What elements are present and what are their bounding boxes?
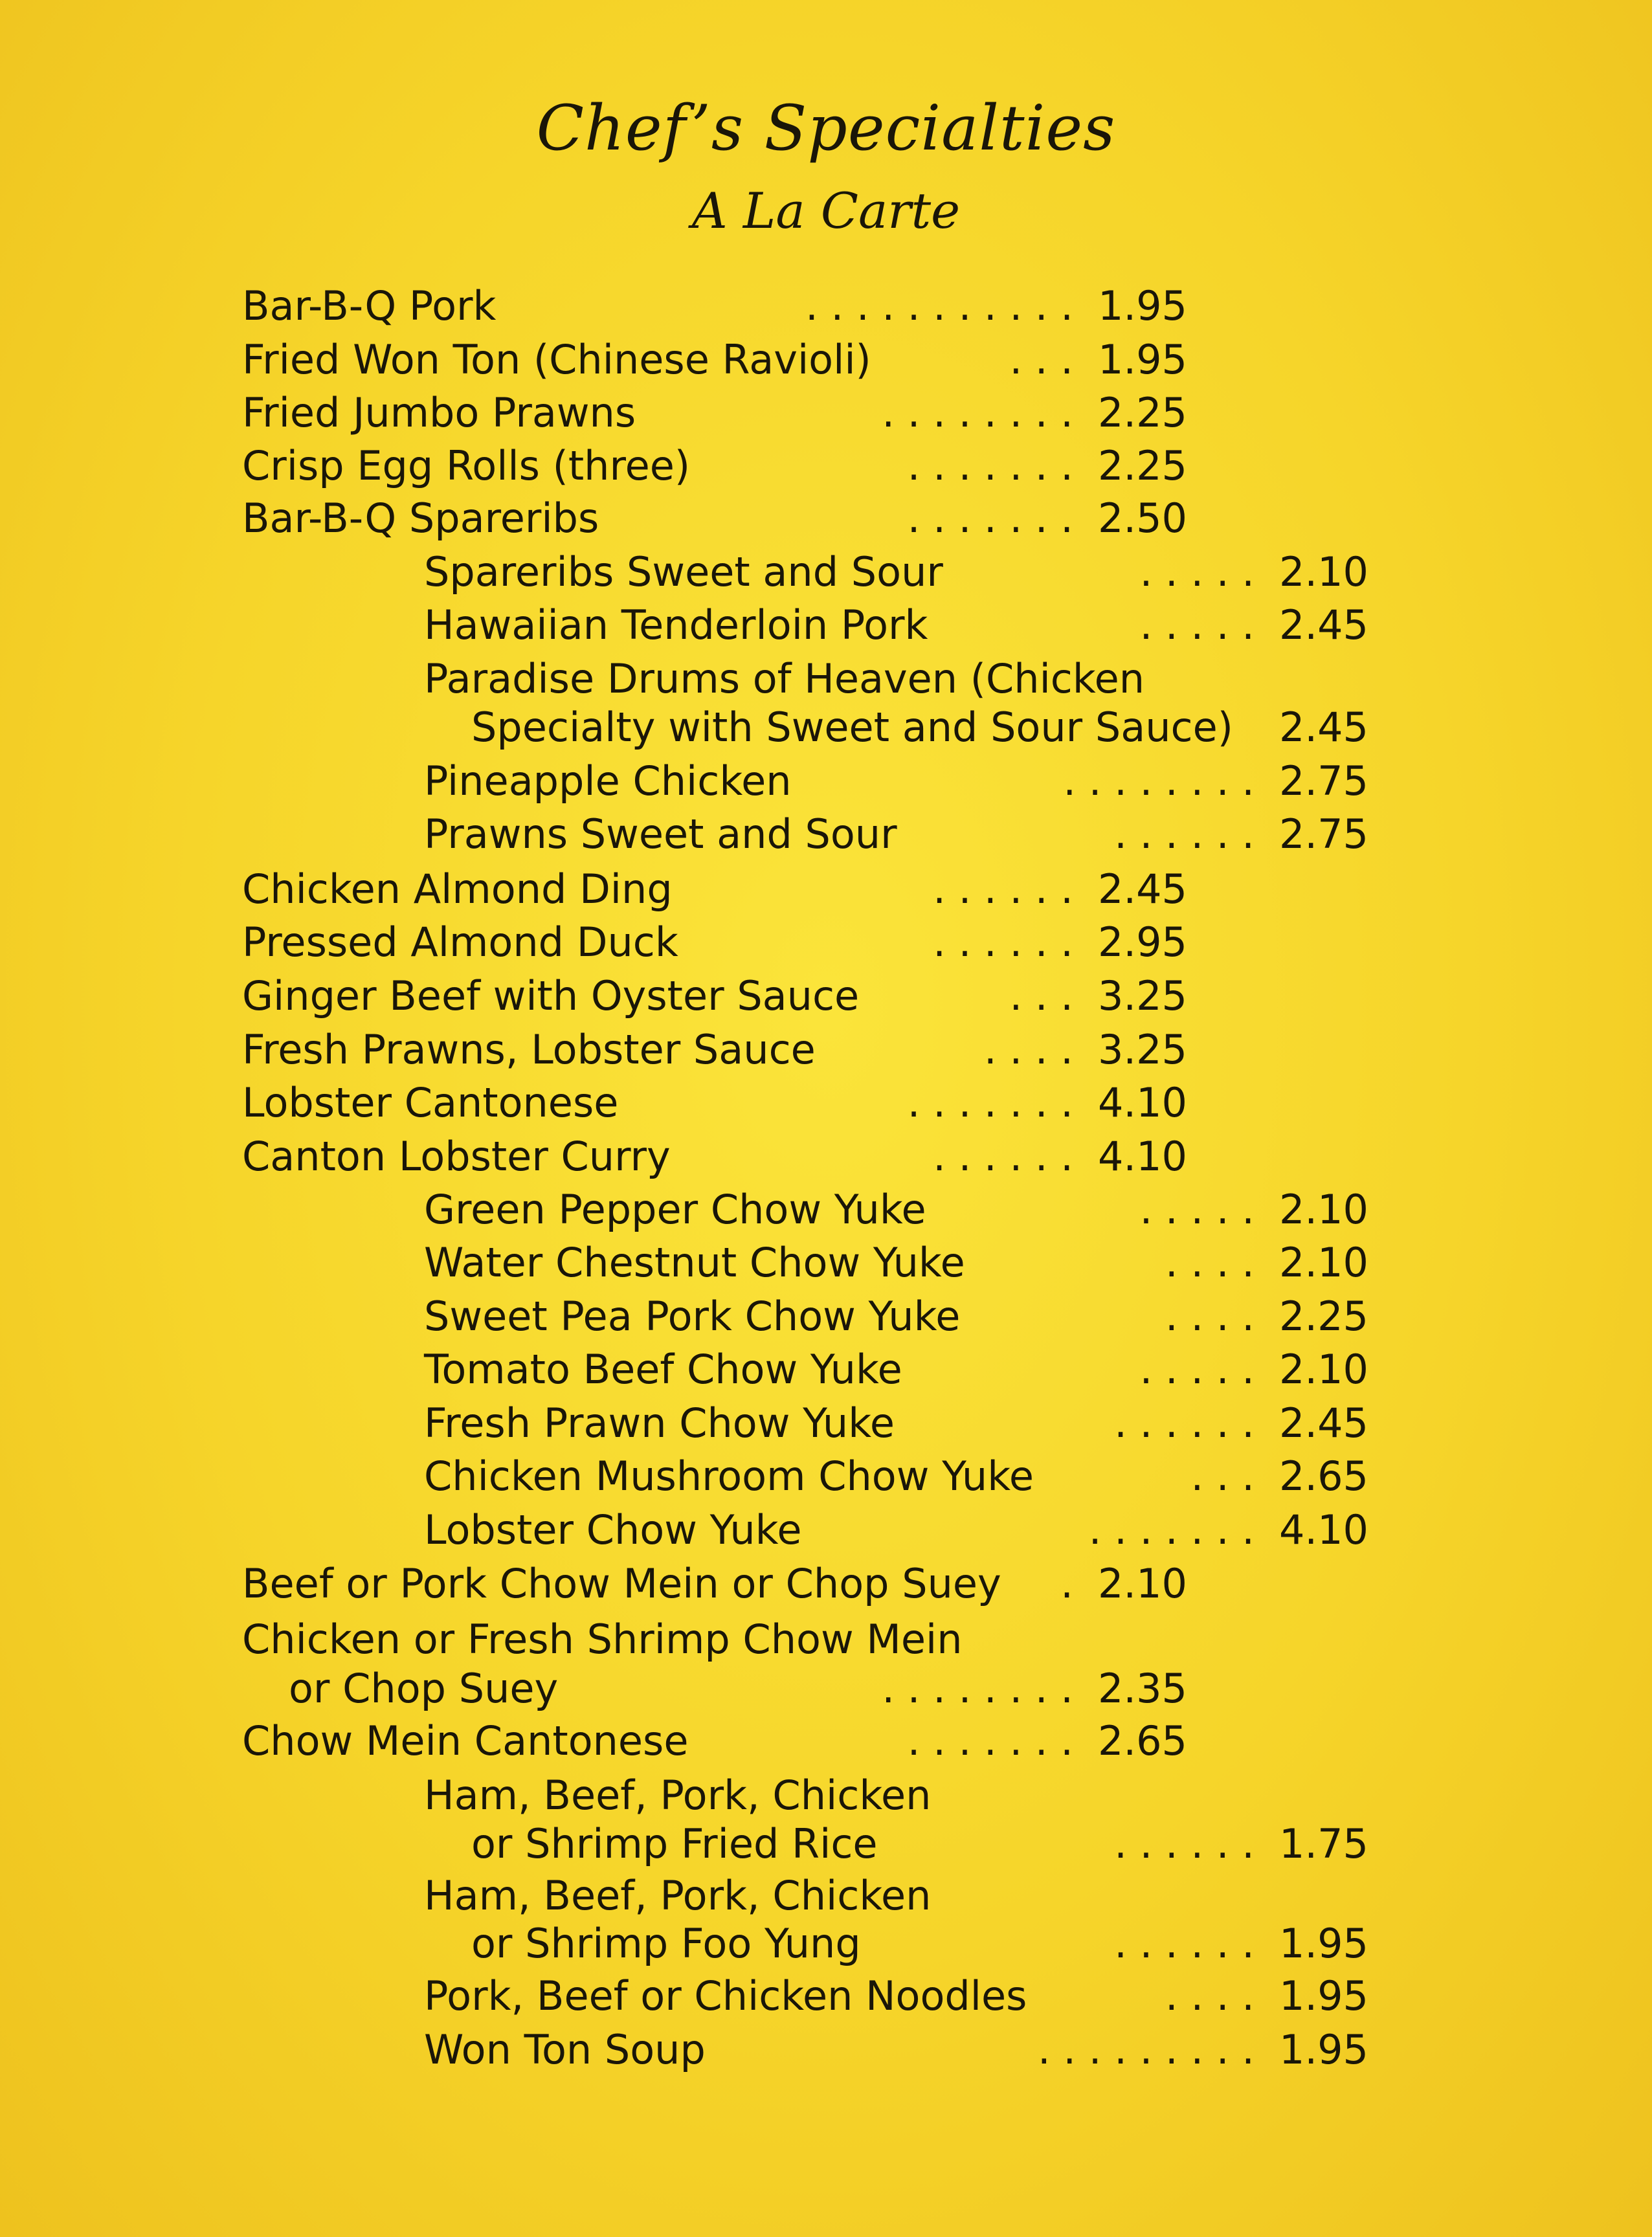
- menu-item-name: Crisp Egg Rolls (three): [242, 442, 691, 489]
- menu-item: [0, 1023, 1652, 1076]
- menu-item-price: 2.10: [1278, 1239, 1368, 1286]
- menu-item-price: 1.95: [1278, 2026, 1368, 2073]
- menu-item-name: Fresh Prawn Chow Yuke: [424, 1399, 895, 1447]
- menu-item-price: 4.10: [1278, 1506, 1368, 1553]
- menu-item-price: 3.25: [1097, 972, 1187, 1019]
- menu-item-name: Chow Mein Cantonese: [242, 1717, 689, 1764]
- menu-item-name: Fried Jumbo Prawns: [242, 389, 636, 436]
- menu-item-name: Won Ton Soup: [424, 2026, 706, 2073]
- menu-item: [0, 863, 1652, 916]
- menu-title: Chef’s Specialties: [536, 92, 1116, 164]
- menu-item-name: Lobster Chow Yuke: [424, 1506, 802, 1553]
- menu-item-price: 2.75: [1278, 757, 1368, 805]
- menu-item-price: 4.10: [1097, 1133, 1187, 1180]
- menu-item-leader-dots: . . . . .: [1139, 1186, 1255, 1233]
- menu-subtitle: A La Carte: [691, 182, 961, 239]
- menu-item-leader-dots: . . .: [1009, 972, 1073, 1019]
- menu-item-name: Spareribs Sweet and Sour: [424, 548, 943, 595]
- menu-item-name: Pressed Almond Duck: [242, 918, 678, 966]
- menu-item-price: 2.45: [1097, 865, 1187, 913]
- menu-item: [0, 1130, 1652, 1183]
- menu-item-leader-dots: .: [1060, 1560, 1073, 1607]
- menu-item-leader-dots: . . . . . . .: [1088, 1506, 1255, 1553]
- menu-item-price: 2.65: [1097, 1717, 1187, 1764]
- menu-item: [0, 333, 1652, 386]
- menu-item-leader-dots: . . . . .: [1139, 601, 1255, 649]
- menu-item: [0, 1076, 1652, 1130]
- menu-item-price: 1.95: [1278, 1920, 1368, 1967]
- menu-item: [0, 1715, 1652, 1768]
- menu-item: [0, 755, 1652, 808]
- menu-item: [0, 808, 1652, 861]
- menu-item-leader-dots: . . . . . . . . . . .: [805, 282, 1073, 329]
- menu-item-name: Ginger Beef with Oyster Sauce: [242, 972, 860, 1019]
- menu-item: [0, 1869, 1652, 1922]
- menu-item-name: Sweet Pea Pork Chow Yuke: [424, 1293, 961, 1340]
- menu-item: [0, 386, 1652, 440]
- menu-item-leader-dots: . . . .: [1165, 1239, 1255, 1286]
- menu-item: [0, 1397, 1652, 1450]
- menu-item-price: 2.65: [1278, 1452, 1368, 1500]
- menu-item: [0, 492, 1652, 545]
- menu-item-price: 2.45: [1278, 704, 1368, 751]
- menu-item: [0, 970, 1652, 1023]
- menu-item-leader-dots: . . . .: [1165, 1972, 1255, 2020]
- menu-item-name: Ham, Beef, Pork, Chicken: [424, 1872, 932, 1919]
- menu-item-price: 1.75: [1278, 1820, 1368, 1867]
- menu-item-name: Pork, Beef or Chicken Noodles: [424, 1972, 1027, 2020]
- menu-item-name: Tomato Beef Chow Yuke: [424, 1346, 902, 1393]
- menu-item-name: Paradise Drums of Heaven (Chicken: [424, 655, 1145, 702]
- menu-item: [0, 2023, 1652, 2076]
- menu-item-name: Hawaiian Tenderloin Pork: [424, 601, 928, 649]
- menu-item-price: 2.75: [1278, 810, 1368, 858]
- menu-item: [0, 1236, 1652, 1289]
- menu-item-name: Bar-B-Q Pork: [242, 282, 497, 329]
- menu-item-price: 2.10: [1278, 1346, 1368, 1393]
- menu-item-leader-dots: . . . . . . .: [907, 1079, 1073, 1126]
- menu-item-leader-dots: . . . . .: [1139, 548, 1255, 595]
- menu-item: [0, 1504, 1652, 1557]
- menu-item: [0, 1662, 1652, 1715]
- menu-item-leader-dots: . . . . . . . .: [882, 389, 1073, 436]
- menu-item-name: or Chop Suey: [289, 1665, 559, 1712]
- menu-item-name: Ham, Beef, Pork, Chicken: [424, 1772, 932, 1819]
- menu-item-price: 2.45: [1278, 601, 1368, 649]
- menu-item-price: 2.25: [1278, 1293, 1368, 1340]
- menu-item: [0, 1343, 1652, 1396]
- menu-item-name: Lobster Cantonese: [242, 1079, 619, 1126]
- menu-item-price: 4.10: [1097, 1079, 1187, 1126]
- menu-item-price: 3.25: [1097, 1026, 1187, 1073]
- menu-item-price: 1.95: [1278, 1972, 1368, 2020]
- menu-item: [0, 1183, 1652, 1236]
- menu-item: [0, 1613, 1652, 1666]
- menu-item: [0, 546, 1652, 599]
- menu-item-leader-dots: . . . . . .: [1114, 810, 1255, 858]
- menu-item-price: 2.10: [1278, 1186, 1368, 1233]
- menu-item-price: 2.50: [1097, 495, 1187, 542]
- menu-item-price: 2.10: [1097, 1560, 1187, 1607]
- menu-item-price: 1.95: [1097, 336, 1187, 383]
- menu-item-price: 2.95: [1097, 918, 1187, 966]
- menu-item-leader-dots: . . . . . . .: [907, 495, 1073, 542]
- menu-item-price: 2.25: [1097, 442, 1187, 489]
- menu-item-name: Chicken Mushroom Chow Yuke: [424, 1452, 1034, 1500]
- menu-item-price: 2.45: [1278, 1399, 1368, 1447]
- menu-item-leader-dots: . . . . . .: [1114, 1820, 1255, 1867]
- menu-item-name: Water Chestnut Chow Yuke: [424, 1239, 965, 1286]
- menu-item: [0, 599, 1652, 652]
- menu-item-leader-dots: . . . . . .: [933, 1133, 1073, 1180]
- menu-item-name: Fried Won Ton (Chinese Ravioli): [242, 336, 871, 383]
- menu-item: [0, 701, 1652, 754]
- menu-item-leader-dots: . . .: [1009, 336, 1073, 383]
- menu-item-leader-dots: . . . . . . . .: [1063, 757, 1255, 805]
- menu-item-name: Green Pepper Chow Yuke: [424, 1186, 926, 1233]
- menu-item-name: Fresh Prawns, Lobster Sauce: [242, 1026, 816, 1073]
- menu-item-name: Specialty with Sweet and Sour Sauce): [471, 704, 1233, 751]
- menu-item-name: Chicken Almond Ding: [242, 865, 673, 913]
- menu-item-name: or Shrimp Fried Rice: [471, 1820, 878, 1867]
- menu-item-price: 1.95: [1097, 282, 1187, 329]
- menu-item-leader-dots: . . . . . . . . .: [1037, 2026, 1255, 2073]
- menu-item-price: 2.25: [1097, 389, 1187, 436]
- menu-item: [0, 1818, 1652, 1871]
- menu-item-leader-dots: . . . . . .: [933, 918, 1073, 966]
- menu-item-name: Pineapple Chicken: [424, 757, 792, 805]
- menu-item: [0, 1769, 1652, 1822]
- menu-item-leader-dots: . . . . . . .: [907, 442, 1073, 489]
- menu-item: [0, 1450, 1652, 1503]
- menu-item: [0, 1557, 1652, 1610]
- menu-item-leader-dots: . . . . . .: [933, 865, 1073, 913]
- menu-item-leader-dots: . . . . . . .: [907, 1717, 1073, 1764]
- menu-item-leader-dots: . . . . . .: [1114, 1399, 1255, 1447]
- menu-item-name: Bar-B-Q Spareribs: [242, 495, 599, 542]
- menu-item-leader-dots: . . . . . .: [1114, 1920, 1255, 1967]
- menu-item: [0, 916, 1652, 969]
- menu-item: [0, 652, 1652, 706]
- menu-item-price: 2.35: [1097, 1665, 1187, 1712]
- menu-item-leader-dots: . . . . .: [1139, 1346, 1255, 1393]
- menu-item: [0, 1290, 1652, 1343]
- menu-item-name: Canton Lobster Curry: [242, 1133, 671, 1180]
- menu-item-name: or Shrimp Foo Yung: [471, 1920, 861, 1967]
- menu-item-price: 2.10: [1278, 548, 1368, 595]
- menu-item: [0, 1917, 1652, 1970]
- menu-item-leader-dots: . . . . . . . .: [882, 1665, 1073, 1712]
- menu-item-name: Chicken or Fresh Shrimp Chow Mein: [242, 1616, 963, 1663]
- menu-item-name: Beef or Pork Chow Mein or Chop Suey: [242, 1560, 1001, 1607]
- menu-item: [0, 280, 1652, 333]
- menu-item: [0, 440, 1652, 493]
- menu-item-leader-dots: . . . .: [984, 1026, 1073, 1073]
- menu-item-leader-dots: . . . .: [1165, 1293, 1255, 1340]
- menu-item-name: Prawns Sweet and Sour: [424, 810, 897, 858]
- menu-item-leader-dots: . . .: [1190, 1452, 1255, 1500]
- menu-item: [0, 1970, 1652, 2023]
